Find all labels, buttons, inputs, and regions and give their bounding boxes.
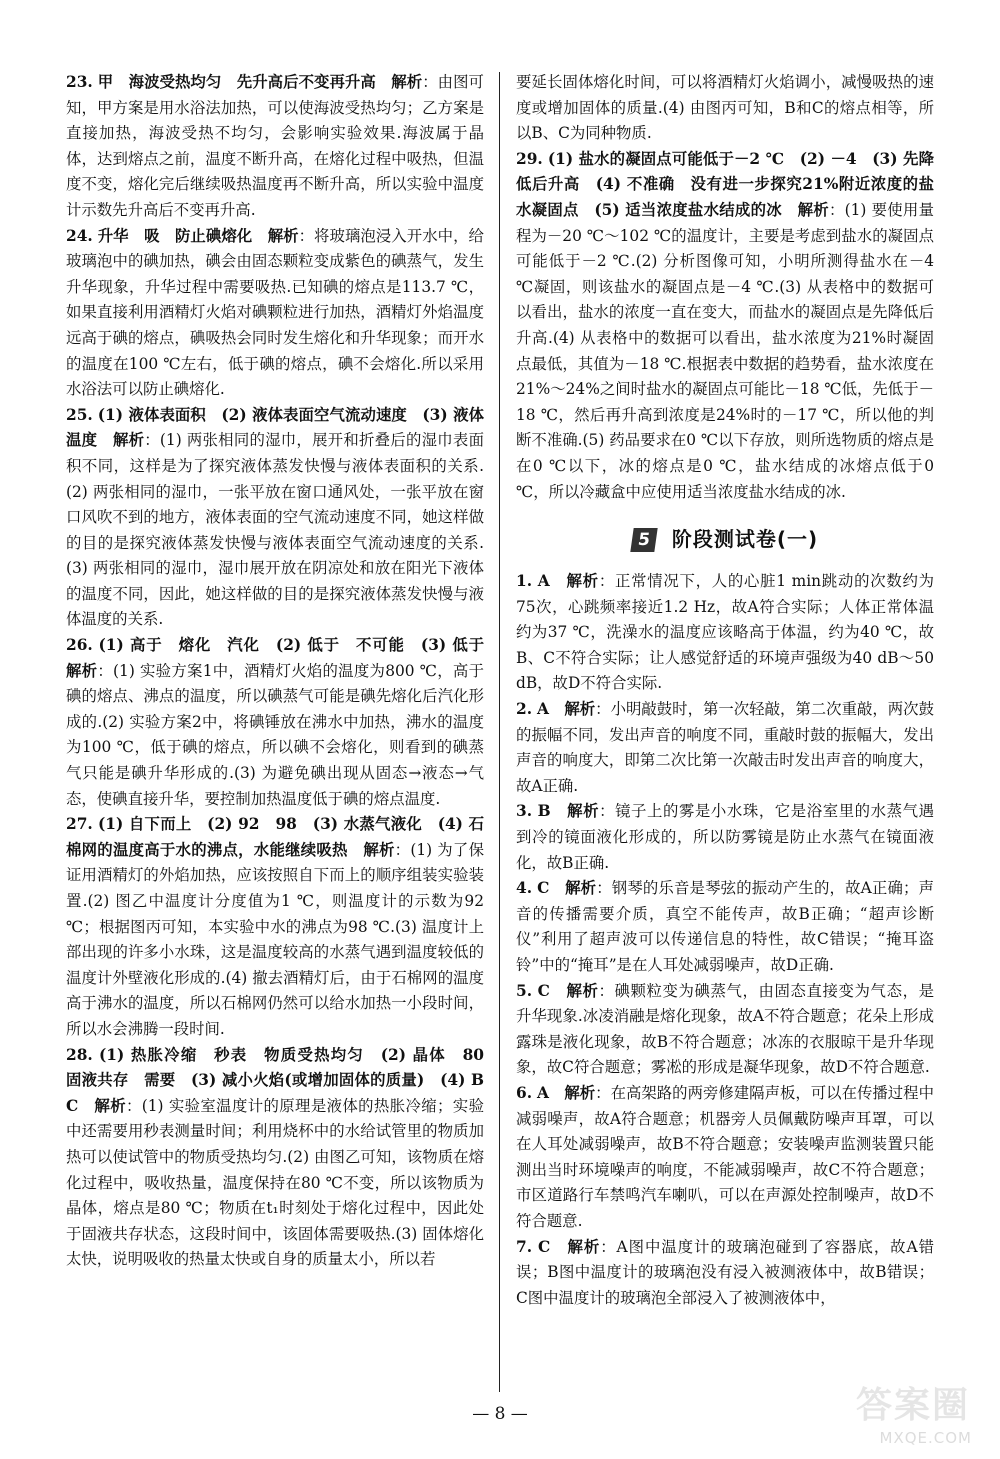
answer-item-23 (66, 70, 484, 224)
item-number: 2. (516, 700, 533, 719)
item-number: 1. (516, 572, 533, 591)
answer-item-s1 (516, 569, 934, 697)
analysis-text: ：小明敲鼓时，第一次轻敲，第二次重敲，两次鼓的振幅不同，发出声音的响度不同，重敲时鼓的振幅大，发出声音的响度大，即第二次比第一次敲击时发出声音的响度大，故A正确. (516, 700, 934, 795)
item-answer: (1) 高于 熔化 汽化 (2) 低于 不可能 (3) 低于 (98, 636, 484, 655)
analysis-label: 解析 (363, 840, 395, 859)
item-number: 23. (66, 73, 93, 91)
answer-item-s7 (516, 1235, 934, 1312)
section-heading (516, 523, 934, 557)
analysis-text: ：(1) 为了保证用酒精灯的外焰加热，应该按照自下而上的顺序组装实验装置.(2) 图乙中温度计分度值为1 ℃，则温度计的示数为92 ℃；根据图丙可知，本实验中水的沸点为98 ℃.(3) 温度计上部出现的许多小水珠，这是温度较高的水蒸气遇到温度较低的温度计外壁液化形成的.(4) 撤去酒精灯后，由于石棉网的温度高于沸水的温度，所以石棉网仍然可以给水加热一小段时间，所以水会沸腾一段时间. (66, 840, 484, 1038)
analysis-text: ：由图可知，甲方案是用水浴法加热，可以使海波受热均匀；乙方案是直接加热，海波受热不均匀，会影响实验效果.海波属于晶体，达到熔点之前，温度不断升高，在熔化过程中吸热，但温度不变，熔化完后继续吸热温度再不断升高，所以实验中温度计示数先升高后不变再升高. (66, 73, 484, 219)
item-answer: (1) 盐水的凝固点可能低于－2 ℃ (2) －4 (3) 先降低后升高 (4) 不准确 没有进一步探究21%附近浓度的盐水凝固点 (5) 适当浓度盐水结成的冰 (516, 149, 934, 219)
analysis-label: 解析 (566, 572, 599, 591)
answer-item-27 (66, 812, 484, 1042)
answer-item-26 (66, 633, 484, 812)
analysis-label: 解析 (391, 73, 423, 91)
analysis-text: ：镜子上的雾是小水珠，它是浴室里的水蒸气遇到冷的镜面液化形成的，所以防雾镜是防止水蒸气在镜面液化，故B正确. (516, 802, 934, 872)
right-column (516, 70, 934, 1311)
analysis-label: 解析 (566, 981, 599, 1000)
analysis-text: ：将玻璃泡浸入开水中，给玻璃泡中的碘加热，碘会由固态颗粒变成紫色的碘蒸气，发生升华现象，升华过程中需要吸热.已知碘的熔点是113.7 ℃，如果直接利用酒精灯火焰对碘颗粒进行加热，酒精灯外焰温度远高于碘的熔点，碘吸热会同时发生熔化和升华现象；而开水的温度在100 ℃左右，低于碘的熔点，碘不会熔化.所以采用水浴法可以防止碘熔化. (66, 226, 484, 399)
answer-item-25 (66, 403, 484, 633)
item-answer: (1) 自下而上 (2) 92 98 (3) 水蒸气液化 (4) 石棉网的温度高于水的沸点，水能继续吸热 (66, 815, 484, 859)
item-number: 29. (516, 149, 543, 168)
answer-item-s4 (516, 876, 934, 978)
section-title: 阶段测试卷(一) (671, 527, 819, 552)
answer-item-29 (516, 147, 934, 505)
watermark-logo: 答案圈 (855, 1385, 970, 1426)
answer-item-s2 (516, 697, 934, 799)
item-number: 4. (516, 879, 533, 898)
analysis-text: ：(1) 实验方案1中，酒精灯火焰的温度为800 ℃，高于碘的熔点、沸点的温度，所以碘蒸气可能是碘先熔化后汽化形成的.(2) 实验方案2中，将碘锤放在沸水中加热，沸水的温度为100 ℃，低于碘的熔点，所以碘不会熔化，则看到的碘蒸气只能是碘升华形成的.(3) 为避免碘出现从固态→液态→气态，使碘直接升华，要控制加热温度低于碘的熔点温度. (66, 661, 484, 808)
item-number: 6. (516, 1083, 533, 1102)
analysis-text: ：钢琴的乐音是琴弦的振动产生的，故A正确；声音的传播需要介质，真空不能传声，故B正确；“超声诊断仪”利用了超声波可以传递信息的特性，故C错误；“掩耳盗铃”中的“掩耳”是在人耳处减弱噪声，故D正确. (516, 879, 934, 974)
item-answer: 升华 吸 防止碘熔化 (97, 226, 253, 245)
analysis-text: ：(1) 实验室温度计的原理是液体的热胀冷缩；实验中还需要用秒表测量时间；利用烧杯中的水给试管里的物质加热可以使试管中的物质受热均匀.(2) 由图乙可知，该物质在熔化过程中，吸收热量，温度保持在80 ℃不变，所以该物质为晶体，熔点是80 ℃；物质在t₁时刻处于熔化过程中，因此处于固液共存状态，这段时间中，该固体需要吸热.(3) 固体熔化太快，说明吸收的热量太快或自身的质量太小，所以若 (66, 1096, 484, 1269)
analysis-label: 解析 (567, 1237, 601, 1256)
item-number: 25. (66, 405, 93, 424)
analysis-text: ：A图中温度计的玻璃泡碰到了容器底，故A错误；B图中温度计的玻璃泡没有浸入被测液体中，故B错误；C图中温度计的玻璃泡全部浸入了被测液体中， (516, 1237, 934, 1307)
left-column (66, 70, 500, 1273)
item-answer: B (537, 802, 551, 821)
analysis-text: ：(1) 要使用量程为－20 ℃～102 ℃的温度计，主要是考虑到盐水的凝固点可能低于－2 ℃.(2) 分析图像可知，小明所测得盐水在－4 ℃凝固，则该盐水的凝固点是－4 ℃.(3) 从表格中的数据可以看出，盐水的浓度一直在变大，而盐水的凝固点是先降低后升高.(4) 从表格中的数据可以看出，盐水浓度为21%时凝固点最低，其值为－18 ℃.根据表中数据的趋势看，盐水浓度在21%～24%之间时盐水的凝固点可能比－18 ℃低，先低于－18 ℃，然后再升高到浓度是24%时的－17 ℃，所以他的判断不准确.(5) 药品要求在0 ℃以下存放，则所选物质的熔点是在0 ℃以下，冰的熔点是0 ℃，盐水结成的冰熔点低于0 ℃，所以冷藏盒中应使用适当浓度盐水结成的冰. (516, 200, 934, 501)
answer-item-24 (66, 224, 484, 403)
item-answer: A (536, 1083, 549, 1102)
answer-item-s6 (516, 1081, 934, 1235)
watermark (790, 1377, 980, 1447)
item-number: 27. (66, 815, 93, 834)
item-answer: C (537, 1237, 551, 1256)
item-answer: A (536, 700, 549, 719)
analysis-text: ：正常情况下，人的心脏1 min跳动的次数约为75次，心跳频率接近1.2 Hz，故A符合实际；人体正常体温约为37 ℃，洗澡水的温度应该略高于体温，约为40 ℃，故B、C不符合实际；让人感觉舒适的环境声强级为40 dB～50 dB，故D不符合实际. (516, 572, 934, 693)
item-number: 5. (516, 981, 533, 1000)
analysis-text: ：在高架路的两旁修建隔声板，可以在传播过程中减弱噪声，故A符合题意；机器旁人员佩戴防噪声耳罩，可以在人耳处减弱噪声，故B不符合题意；安装噪声监测装置只能测出当时环境噪声的响度，不能减弱噪声，故C不符合题意；市区道路行车禁鸣汽车喇叭，可以在声源处控制噪声，故D不符合题意. (516, 1083, 934, 1230)
item-answer: (1) 液体表面积 (2) 液体表面空气流动速度 (3) 液体温度 (66, 405, 484, 450)
item-number: 3. (516, 802, 533, 821)
analysis-label: 解析 (564, 700, 596, 719)
item-number: 24. (66, 226, 93, 245)
answer-item-s5 (516, 979, 934, 1081)
item-number: 7. (516, 1237, 533, 1256)
item-number: 28. (66, 1045, 93, 1064)
analysis-text: ：碘颗粒变为碘蒸气，由固态直接变为气态，是升华现象.冰凌消融是熔化现象，故A不符合题意；花朵上形成露珠是液化现象，故B不符合题意；冰冻的衣服晾干是升华现象，故C符合题意；雾凇的形成是凝华现象，故D不符合题意. (516, 981, 934, 1077)
watermark-url: MXQE.COM (879, 1429, 972, 1447)
item-answer: (1) 热胀冷缩 秒表 物质受热均匀 (2) 晶体 80 固液共存 需要 (3) 减小火焰(或增加固体的质量) (4) B C (66, 1045, 500, 1115)
page-number: — 8 — (472, 1404, 528, 1424)
item-answer: C (537, 981, 550, 1000)
column-divider (499, 72, 500, 1392)
analysis-label: 解析 (564, 1083, 596, 1102)
analysis-label: 解析 (797, 200, 829, 219)
analysis-text: ：(1) 两张相同的湿巾，展开和折叠后的湿巾表面积不同，这样是为了探究液体蒸发快慢与液体表面积的关系.(2) 两张相同的湿巾，一张平放在窗口通风处，一张平放在窗口风吹不到的地方，液体表面的空气流动速度不同，她这样做的目的是探究液体蒸发快慢与液体表面空气流动速度的关系.(3) 两张相同的湿巾，湿巾展开放在阴凉处和放在阳光下液体的温度不同，因此，她这样做的目的是探究液体蒸发快慢与液体温度的关系. (66, 431, 484, 629)
item-number: 26. (66, 636, 93, 655)
analysis-label: 解析 (66, 661, 98, 680)
analysis-label: 解析 (565, 879, 597, 898)
item-answer: C (537, 879, 550, 898)
analysis-label: 解析 (112, 431, 145, 450)
item-answer: 甲 海波受热均匀 先升高后不变再升高 (97, 73, 376, 91)
item-answer: A (537, 572, 550, 591)
answer-item-28-continued: 要延长固体熔化时间，可以将酒精灯火焰调小，减慢吸热的速度或增加固体的质量.(4) 由图丙可知，B和C的熔点相等，所以B、C为同种物质. (516, 73, 934, 143)
answer-item-28 (66, 1043, 500, 1273)
section-number-badge: 5 (630, 528, 657, 552)
answer-item-s3 (516, 799, 934, 876)
analysis-label: 解析 (94, 1096, 126, 1115)
analysis-label: 解析 (567, 802, 600, 821)
analysis-label: 解析 (267, 226, 299, 245)
